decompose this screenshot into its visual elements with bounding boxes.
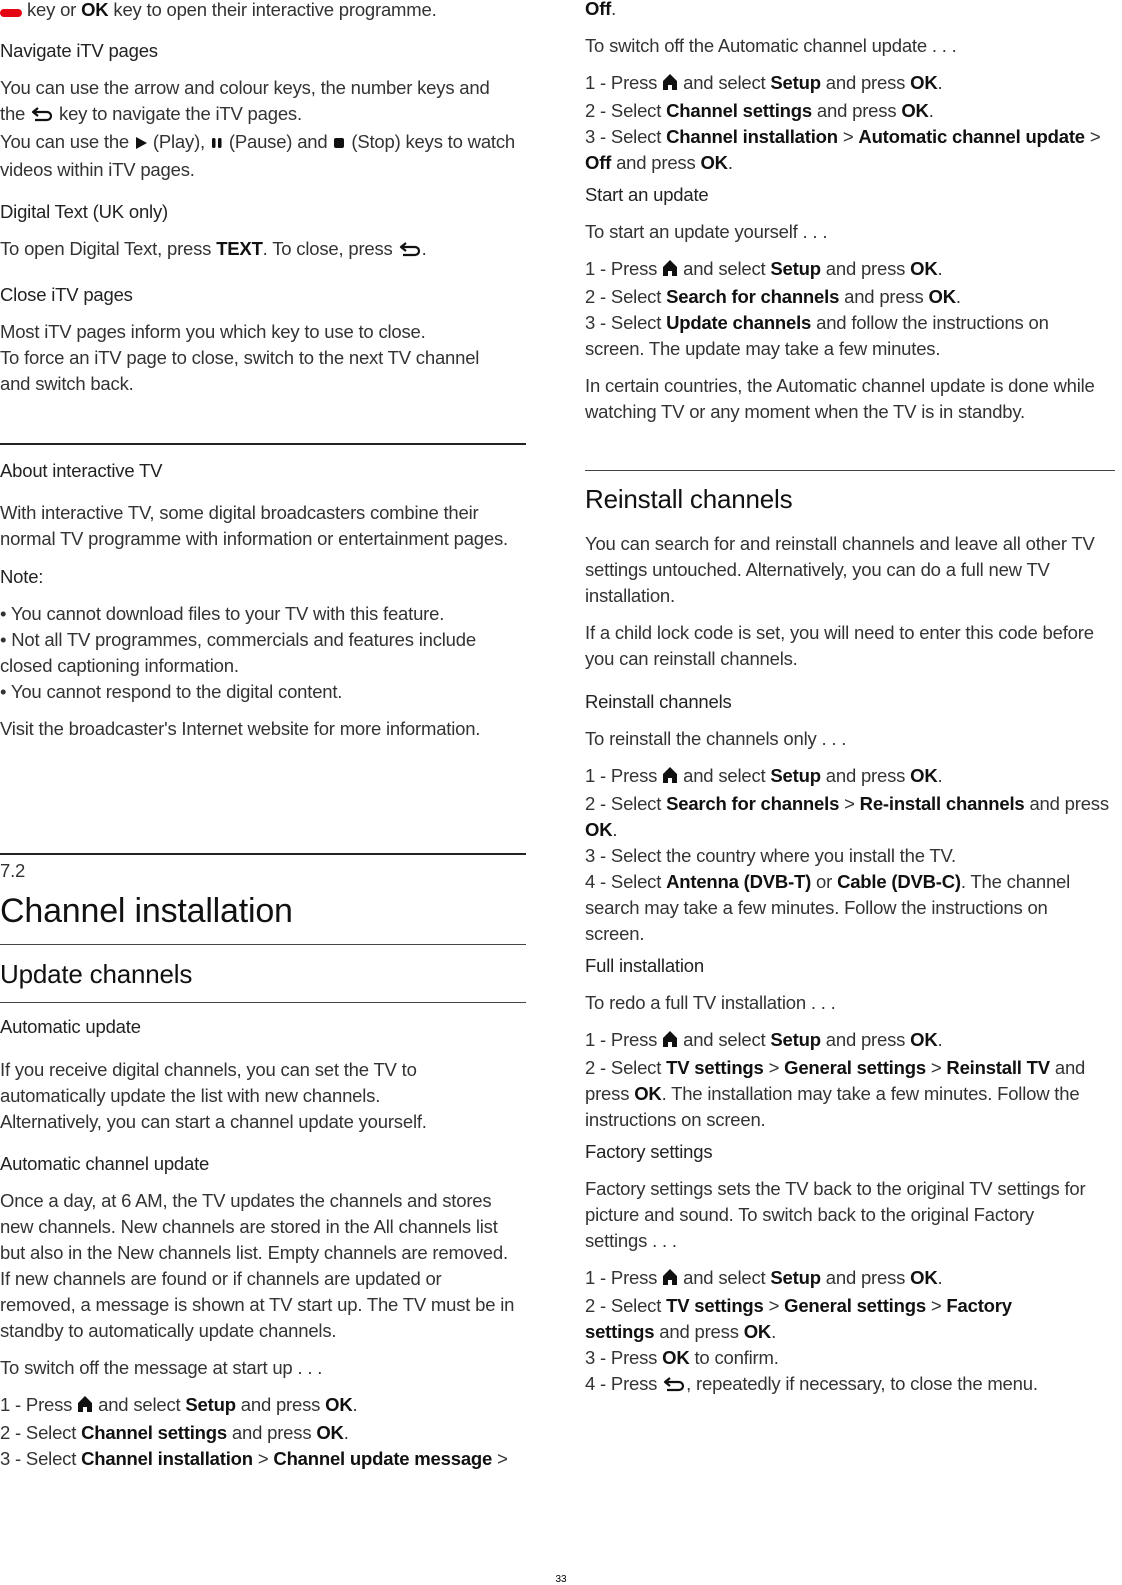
full-heading: Full installation [585,955,704,976]
acu-para: standby to automatically update channels. [0,1320,337,1341]
step-4: 4 - Select Antenna (DVB-T) or Cable (DVB-C). The channel [585,871,1071,892]
section-number: 7.2 [0,860,26,881]
step-3: 3 - Press OK to confirm. [585,1347,779,1368]
acu-para: new channels. New channels are stored in the All channels list [0,1216,498,1237]
back-icon [30,103,54,129]
right-column [585,0,1115,1399]
divider [585,470,1115,471]
close-para-3: and switch back. [0,373,134,394]
pause-icon [210,131,224,157]
off-line: Off. [585,0,617,19]
step-3-cont: Off and press OK. [585,152,733,173]
factory-para: Factory settings sets the TV back to the original TV settings for [585,1178,1086,1199]
step-3: 3 - Select Channel installation > Channel update message > [0,1448,508,1469]
step-2-cont: press OK. The installation may take a few minutes. Follow the [585,1083,1080,1104]
page-title: Channel installation [0,892,293,930]
step-2-cont: OK. [585,819,618,840]
start-intro: To start an update yourself . . . [585,221,828,242]
acu-para: but also in the New channels list. Empty channels are removed. [0,1242,508,1263]
auto-para: Alternatively, you can start a channel update yourself. [0,1111,427,1132]
nav-para-2: the key to navigate the iTV pages. [0,101,526,129]
acu-para: If new channels are found or if channels are updated or [0,1268,442,1289]
home-icon [662,1267,678,1293]
step-2: 2 - Select TV settings > General settings > Factory [585,1295,1012,1316]
note-item: • Not all TV programmes, commercials and features include [0,629,476,650]
nav-para-4: videos within iTV pages. [0,159,195,180]
step-3: 3 - Select the country where you install the TV. [585,845,956,866]
back-icon [662,1373,686,1399]
step-1: 1 - Press and select Setup and press OK. [585,70,1115,98]
child-lock-para: you can reinstall channels. [585,648,798,669]
step-2: 2 - Select Channel settings and press OK. [585,100,934,121]
step-3: 3 - Select Channel installation > Automatic channel update > [585,126,1101,147]
home-icon [662,72,678,98]
step-2: 2 - Select Search for channels and press OK. [585,286,961,307]
nav-para-3: You can use the (Play), (Pause) and (Stop) keys to watch [0,129,526,157]
factory-para: settings . . . [585,1230,677,1251]
home-icon [662,1029,678,1055]
reinstall-para: settings untouched. Alternatively, you can do a full new TV [585,559,1050,580]
update-channels-title: Update channels [0,959,193,989]
play-icon [134,131,148,157]
home-icon [77,1394,93,1420]
certain-para: watching TV or any moment when the TV is in standby. [585,401,1025,422]
step-2-cont: settings and press OK. [585,1321,777,1342]
note-item: closed captioning information. [0,655,239,676]
step-4: 4 - Press , repeatedly if necessary, to close the menu. [585,1371,1115,1399]
divider [0,944,526,945]
close-heading: Close iTV pages [0,284,133,305]
close-para-1: Most iTV pages inform you which key to use to close. [0,321,426,342]
rc-heading: Reinstall channels [585,691,732,712]
note-item: • You cannot download files to your TV with this feature. [0,603,445,624]
step-1: 1 - Press and select Setup and press OK. [585,763,1115,791]
step-3: 3 - Select Update channels and follow the instructions on [585,312,1049,333]
step-1: 1 - Press and select Setup and press OK. [585,256,1115,284]
red-key-line: key or OK key to open their interactive programme. [0,0,526,25]
step-4-cont: screen. [585,923,645,944]
digital-para: To open Digital Text, press TEXT. To close, press . [0,236,526,264]
about-heading: About interactive TV [0,460,163,481]
nav-para-1: You can use the arrow and colour keys, the number keys and [0,77,490,98]
note-heading: Note: [0,566,44,587]
rc-intro: To reinstall the channels only . . . [585,728,847,749]
step-2: 2 - Select TV settings > General settings > Reinstall TV and [585,1057,1086,1078]
acu-para: removed, a message is shown at TV start up. The TV must be in [0,1294,515,1315]
step-2-cont: instructions on screen. [585,1109,766,1130]
auto-update-heading: Automatic update [0,1016,141,1037]
step-1: 1 - Press and select Setup and press OK. [0,1392,526,1420]
nav-heading: Navigate iTV pages [0,40,158,61]
step-1: 1 - Press and select Setup and press OK. [585,1027,1115,1055]
visit-para: Visit the broadcaster's Internet website for more information. [0,718,481,739]
home-icon [662,765,678,791]
step-4-cont: search may take a few minutes. Follow the instructions on [585,897,1048,918]
step-2: 2 - Select Channel settings and press OK. [0,1422,349,1443]
child-lock-para: If a child lock code is set, you will need to enter this code before [585,622,1094,643]
reinstall-para: You can search for and reinstall channels and leave all other TV [585,533,1095,554]
auto-para: If you receive digital channels, you can set the TV to [0,1059,417,1080]
about-para-2: normal TV programme with information or entertainment pages. [0,528,508,549]
red-key-icon [0,0,22,25]
factory-heading: Factory settings [585,1141,713,1162]
home-icon [662,258,678,284]
digital-heading: Digital Text (UK only) [0,201,168,222]
step-3-cont: screen. The update may take a few minutes. [585,338,941,359]
close-para-2: To force an iTV page to close, switch to the next TV channel [0,347,480,368]
divider [0,1002,526,1003]
factory-para: picture and sound. To switch back to the original Factory [585,1204,1034,1225]
step-2: 2 - Select Search for channels > Re-install channels and press [585,793,1109,814]
acu-para: Once a day, at 6 AM, the TV updates the channels and stores [0,1190,492,1211]
certain-para: In certain countries, the Automatic channel update is done while [585,375,1095,396]
stop-icon [332,131,346,157]
reinstall-title: Reinstall channels [585,484,793,514]
left-column [0,0,526,1472]
divider [0,443,526,445]
divider [0,853,526,855]
switch-auto-para: To switch off the Automatic channel update . . . [585,35,957,56]
acu-heading: Automatic channel update [0,1153,210,1174]
note-item: • You cannot respond to the digital content. [0,681,343,702]
switch-msg-para: To switch off the message at start up . . . [0,1357,323,1378]
start-heading: Start an update [585,184,709,205]
step-1: 1 - Press and select Setup and press OK. [585,1265,1115,1293]
about-para-1: With interactive TV, some digital broadcasters combine their [0,502,479,523]
auto-para: automatically update the list with new channels. [0,1085,381,1106]
page-number: 33 [555,1574,567,1585]
reinstall-para: installation. [585,585,675,606]
back-icon [398,238,422,264]
full-intro: To redo a full TV installation . . . [585,992,836,1013]
